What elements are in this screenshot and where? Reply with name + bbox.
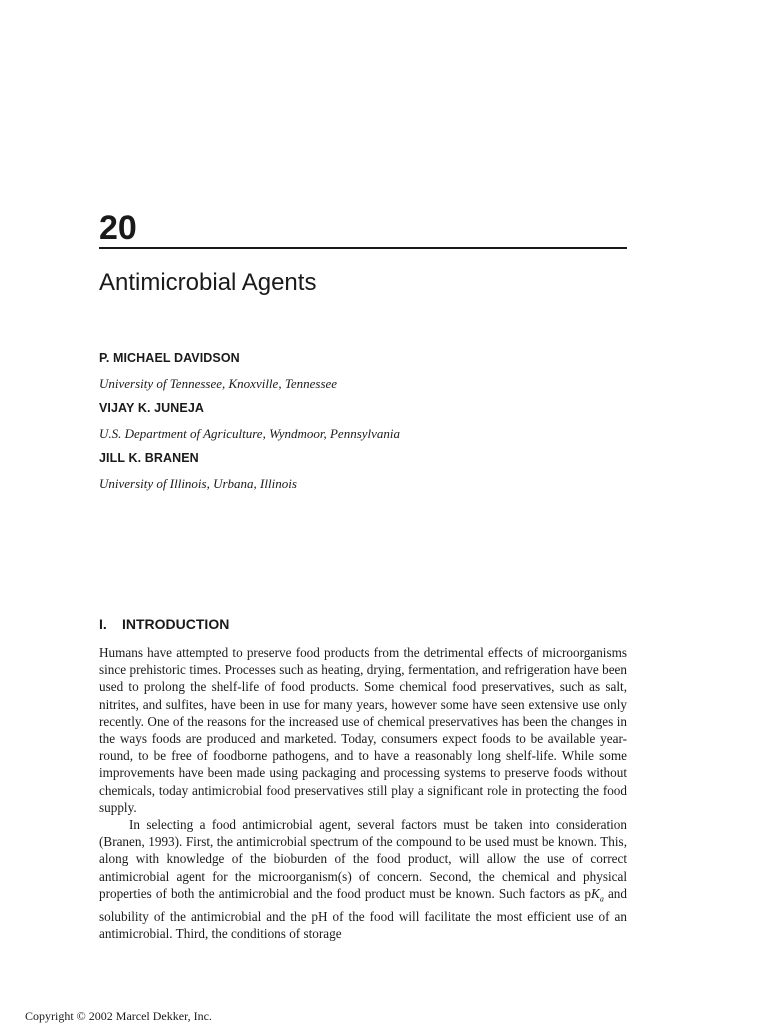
- author-name: JILL K. BRANEN: [99, 451, 199, 465]
- section-heading: [99, 615, 229, 633]
- paragraph-text: In selecting a food antimicrobial agent, several factors must be taken into consideration (Branen, 1993). First, the antimicrobial spectrum of the compound to be used must be known. This, along with knowledge of the bioburden of the food product, will allow the use of correct antimicrobial agent for the microorganism(s) of concern. Second, the chemical and physical properties of both the antimicrobial and the food product must be known. Such factors as p: [99, 817, 627, 901]
- author-name: P. MICHAEL DAVIDSON: [99, 351, 240, 365]
- pka-subscript: a: [599, 894, 604, 904]
- author-affiliation: U.S. Department of Agriculture, Wyndmoor, Pennsylvania: [99, 426, 401, 441]
- chapter-number: 20: [99, 209, 137, 247]
- section-title: INTRODUCTION: [122, 616, 230, 632]
- author-list: [99, 350, 627, 500]
- section-number: I.: [99, 616, 107, 632]
- chapter-rule: [99, 247, 627, 249]
- paragraph: [99, 816, 627, 942]
- copyright-footer: Copyright © 2002 Marcel Dekker, Inc.: [25, 1009, 212, 1023]
- author-name: VIJAY K. JUNEJA: [99, 401, 205, 415]
- paragraph-text: and solubility of the antimicrobial and the pH of the food will facilitate the most efficient use of an antimicrobial. Third, the conditions of storage: [99, 885, 627, 941]
- pka-symbol: K: [591, 885, 600, 901]
- author-affiliation: University of Tennessee, Knoxville, Tennessee: [99, 376, 338, 391]
- author-affiliation: University of Illinois, Urbana, Illinois: [99, 476, 297, 491]
- paragraph: Humans have attempted to preserve food products from the detrimental effects of microorganisms since prehistoric times. Processes such as heating, drying, fermentation, and refrigeration have been used to prolong the shelf-life of food products. Some chemical food preservatives, such as salt, nitrites, and sulfites, have been in use for many years, however some have seen extensive use only recently. One of the reasons for the increased use of chemical preservatives has been the changes in the ways foods are produced and marketed. Today, consumers expect foods to be available year-round, to be free of foodborne pathogens, and to have a reasonably long shelf-life. While some improvements have been made using packaging and processing systems to preserve foods without chemicals, today antimicrobial food preservatives still play a significant role in protecting the food supply.: [99, 645, 627, 815]
- chapter-title: Antimicrobial Agents: [99, 269, 317, 296]
- body-text: [99, 644, 627, 942]
